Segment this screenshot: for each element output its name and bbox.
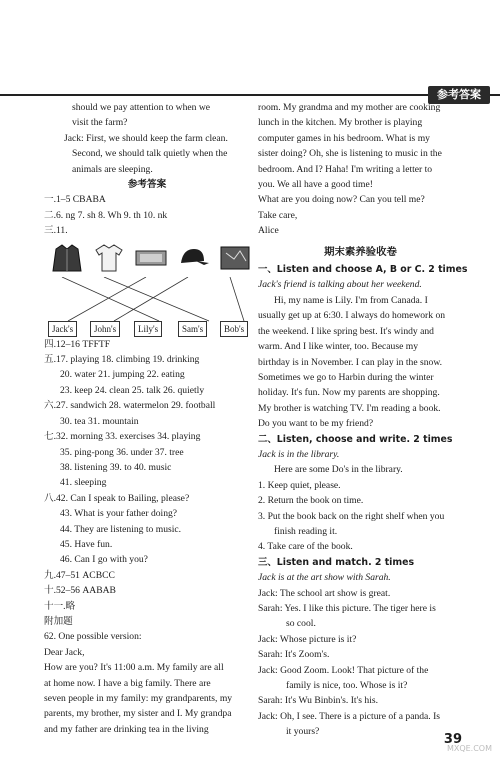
jack-line: Jack: First, we should keep the farm clean. (64, 132, 228, 144)
name-box: Lily's (134, 321, 162, 337)
answer-7: 七.32. morning 33. exercises 34. playing (44, 431, 201, 443)
section-2-subtitle: Jack is in the library. (258, 448, 340, 460)
answer-2: 二.6. ng 7. sh 8. Wh 9. th 10. nk (44, 209, 168, 221)
intro-line: should we pay attention to when we (72, 102, 211, 113)
answer-7: 41. sleeping (60, 477, 107, 489)
section-1-line: My brother is watching TV. I'm reading a book. (258, 402, 441, 414)
section-1-line: birthday is in November. I can play in the snow. (258, 356, 443, 368)
watermark: MXQE.COM (446, 744, 492, 753)
answer-5: 23. keep 24. clean 25. talk 26. quietly (60, 384, 205, 396)
letter-line: and my father are drinking tea in the living (44, 723, 209, 735)
letter-line: How are you? It's 11:00 a.m. My family are all (44, 662, 224, 674)
answer-8: 43. What is your father doing? (60, 508, 178, 520)
answer-8: 45. Have fun. (60, 538, 113, 550)
version-line: 62. One possible version: (44, 631, 142, 643)
clothing-pictures (50, 241, 250, 277)
section-2-title: 二、Listen, choose and write. 2 times (258, 433, 453, 445)
letter-line: parents, my brother, my sister and I. My grandpa (44, 708, 232, 720)
page-number: 39 (443, 732, 462, 747)
jack-line: animals are sleeping. (72, 163, 153, 175)
letter-line: seven people in my family: my grandparents, my (44, 693, 233, 704)
letter-line: sister doing? Oh, she is listening to music in the (258, 148, 442, 160)
section-2-line: 4. Take care of the book. (258, 541, 353, 553)
money-icon (134, 241, 168, 275)
answer-1: 一.1–5 CBABA (44, 194, 106, 206)
section-1-line: the weekend. I like spring best. It's windy and (258, 325, 434, 337)
section-3-line: Sarah: Yes. I like this picture. The tiger here is (258, 603, 436, 614)
section-3-line: it yours? (286, 726, 320, 738)
answer-7: 38. listening 39. to 40. music (60, 461, 172, 473)
section-3-subtitle: Jack is at the art show with Sarah. (258, 572, 391, 584)
section-3-line: Jack: Oh, I see. There is a picture of a panda. Is (258, 710, 441, 722)
header-tag: 参考答案 (428, 86, 490, 104)
letter-line: lunch in the kitchen. My brother is playing (258, 117, 423, 129)
answer-6: 30. tea 31. mountain (60, 415, 139, 427)
letter-line: bedroom. And I? Haha! I'm writing a letter to (258, 163, 433, 175)
section-2-line: 2. Return the book on time. (258, 495, 364, 507)
section-2-line: finish reading it. (274, 525, 338, 537)
left-column (44, 100, 250, 737)
answer-5: 20. water 21. jumping 22. eating (60, 369, 185, 381)
name-box: Sam's (178, 321, 207, 337)
section-3-line: Jack: Whose picture is it? (258, 633, 357, 645)
section-3-line: Jack: The school art show is great. (258, 587, 391, 599)
letter-greeting: Dear Jack, (44, 646, 85, 658)
extra-title: 附加题 (44, 615, 73, 627)
answer-8: 八.42. Can I speak to Bailing, please? (44, 492, 190, 504)
answers-title: 参考答案 (127, 179, 167, 191)
section-3-line: Jack: Good Zoom. Look! That picture of the (258, 664, 429, 676)
answer-8: 44. They are listening to music. (60, 523, 182, 535)
section-1-line: Do you want to be my friend? (258, 418, 374, 430)
intro-line: visit the farm? (72, 117, 128, 129)
letter-line: room. My grandma and my mother are cooking (258, 102, 441, 113)
answer-10: 十.52–56 AABAB (44, 585, 116, 597)
answer-5: 五.17. playing 18. climbing 19. drinking (44, 354, 200, 366)
letter-line: Take care, (258, 209, 298, 221)
answer-4: 四.12–16 TFFTF (44, 338, 111, 350)
section-2-line: 3. Put the book back on the right shelf when you (258, 510, 445, 522)
map-icon (218, 241, 252, 275)
section-1-line: usually get up at 6:30. I always do homework on (258, 310, 446, 322)
letter-line: you. We all have a good time! (258, 179, 373, 191)
answer-9: 九.47–51 ACBCC (44, 569, 115, 581)
letter-line: What are you doing now? Can you tell me? (258, 194, 425, 206)
jack-line: Second, we should talk quietly when the (72, 148, 228, 160)
answer-8: 46. Can I go with you? (60, 554, 148, 566)
section-3-line: family is nice, too. Whose is it? (286, 680, 408, 692)
name-box: Bob's (220, 321, 248, 337)
cap-icon (176, 241, 210, 275)
section-1-line: Hi, my name is Lily. I'm from Canada. I (274, 294, 428, 306)
answer-7: 35. ping-pong 36. under 37. tree (60, 446, 184, 458)
section-1-title: 一、Listen and choose A, B or C. 2 times (258, 264, 468, 276)
right-column (258, 100, 468, 740)
matching-area (44, 277, 250, 337)
section-1-line: Sometimes we go to Harbin during the winter (258, 371, 434, 383)
section-1-line: holiday. It's fun. Now my parents are shopping. (258, 387, 440, 399)
exam-title: 期末素养验收卷 (324, 246, 397, 258)
answer-6: 六.27. sandwich 28. watermelon 29. football (44, 400, 216, 412)
section-2-line: Here are some Do's in the library. (274, 464, 403, 476)
jacket-icon (50, 241, 84, 275)
letter-line: at home now. I have a big family. There are (44, 677, 211, 689)
header-rule (0, 94, 500, 96)
answer-11: 十一.略 (44, 600, 76, 612)
section-1-line: warm. And I like winter, too. Because my (258, 341, 419, 353)
section-3-title: 三、Listen and match. 2 times (258, 556, 415, 568)
answer-3: 三.11. (44, 225, 68, 237)
section-3-line: Sarah: It's Zoom's. (258, 649, 330, 661)
letter-signature: Alice (258, 225, 279, 237)
letter-line: computer games in his bedroom. What is my (258, 132, 430, 144)
section-2-line: 1. Keep quiet, please. (258, 479, 341, 491)
name-box: John's (90, 321, 120, 337)
section-3-line: so cool. (286, 618, 316, 630)
name-box: Jack's (48, 321, 77, 337)
section-3-line: Sarah: It's Wu Binbin's. It's his. (258, 695, 379, 707)
section-1-subtitle: Jack's friend is talking about her weekend. (258, 279, 422, 291)
tshirt-icon (92, 241, 126, 275)
